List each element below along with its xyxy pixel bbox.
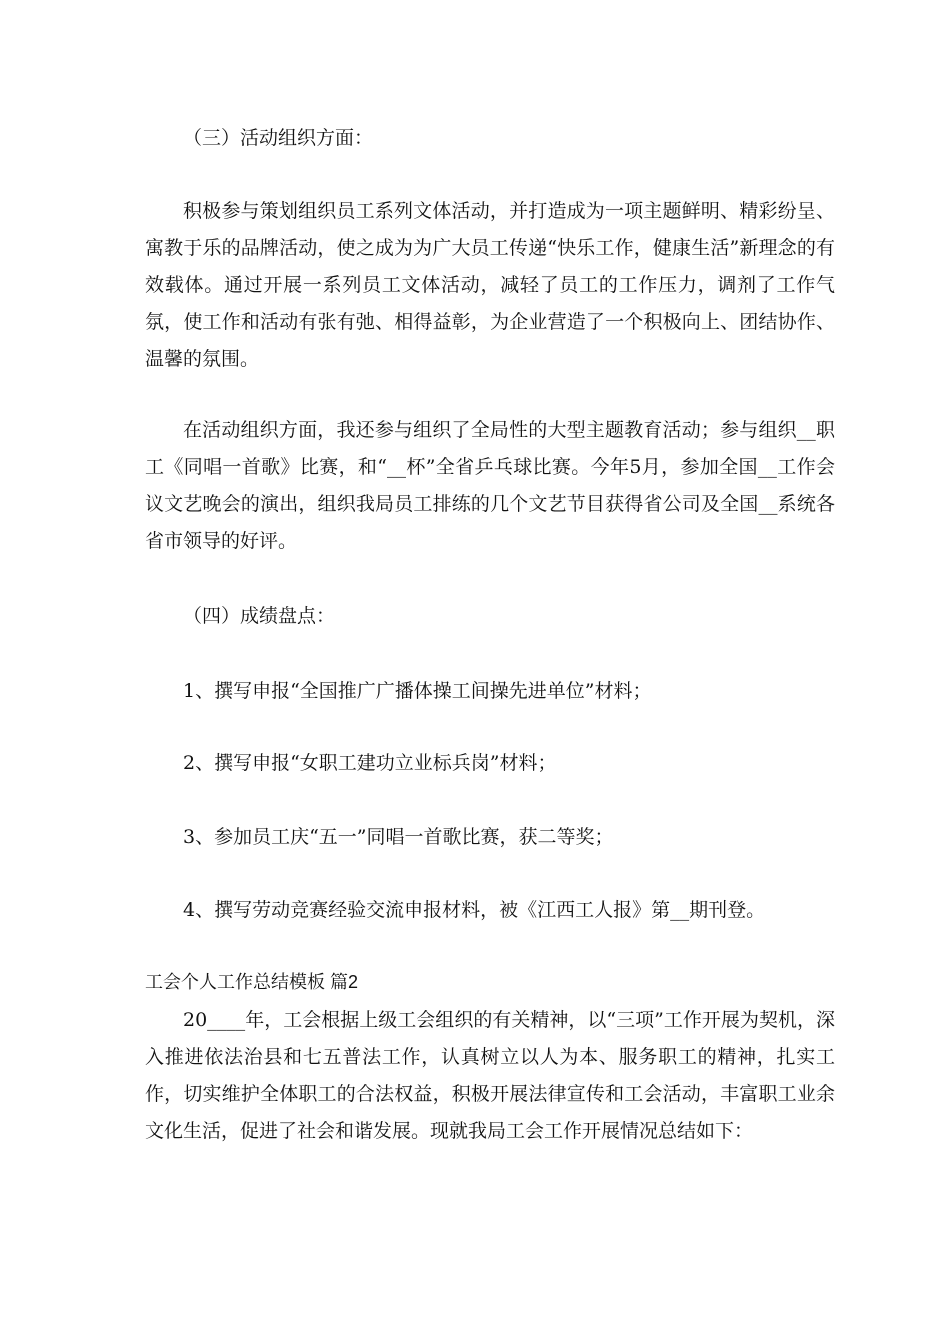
- section3-paragraph-1: 积极参与策划组织员工系列文体活动，并打造成为一项主题鲜明、精彩纷呈、寓教于乐的品牌活动，使之成为为广大员工传递“快乐工作，健康生活”新理念的有效载体。通过开展一系列员工文体活动，减轻了员工的工作压力，调剂了工作气氛，使工作和活动有张有弛、相得益彰，为企业营造了一个积极向上、团结协作、温馨的氛围。: [145, 200, 835, 370]
- achievement-item-3: 3、参加员工庆“五一”同唱一首歌比赛，获二等奖；: [183, 826, 614, 848]
- achievement-item-4: 4、撰写劳动竞赛经验交流申报材料，被《江西工人报》第__期刊登。: [183, 899, 766, 921]
- section3-paragraph-2: 在活动组织方面，我还参与组织了全局性的大型主题教育活动；参与组织__职工《同唱一首歌》比赛，和“__杯”全省乒乓球比赛。今年5月，参加全国__工作会议文艺晚会的演出，组织我局员工排练的几个文艺节目获得省公司及全国__系统各省市领导的好评。: [145, 419, 835, 552]
- article2-title: 工会个人工作总结模板 篇2: [145, 972, 359, 992]
- achievement-item-1: 1、撰写申报“全国推广广播体操工间操先进单位”材料；: [183, 680, 652, 702]
- article2-paragraph-1: 20____年，工会根据上级工会组织的有关精神，以“三项”工作开展为契机，深入推进依法治县和七五普法工作，认真树立以人为本、服务职工的精神，扎实工作，切实维护全体职工的合法权益，积极开展法律宣传和工会活动，丰富职工业余文化生活，促进了社会和谐发展。现就我局工会工作开展情况总结如下：: [145, 1009, 835, 1142]
- achievement-item-2: 2、撰写申报“女职工建功立业标兵岗”材料；: [183, 752, 557, 774]
- section4-heading: （四）成绩盘点：: [183, 605, 336, 627]
- section3-heading: （三）活动组织方面：: [183, 127, 374, 149]
